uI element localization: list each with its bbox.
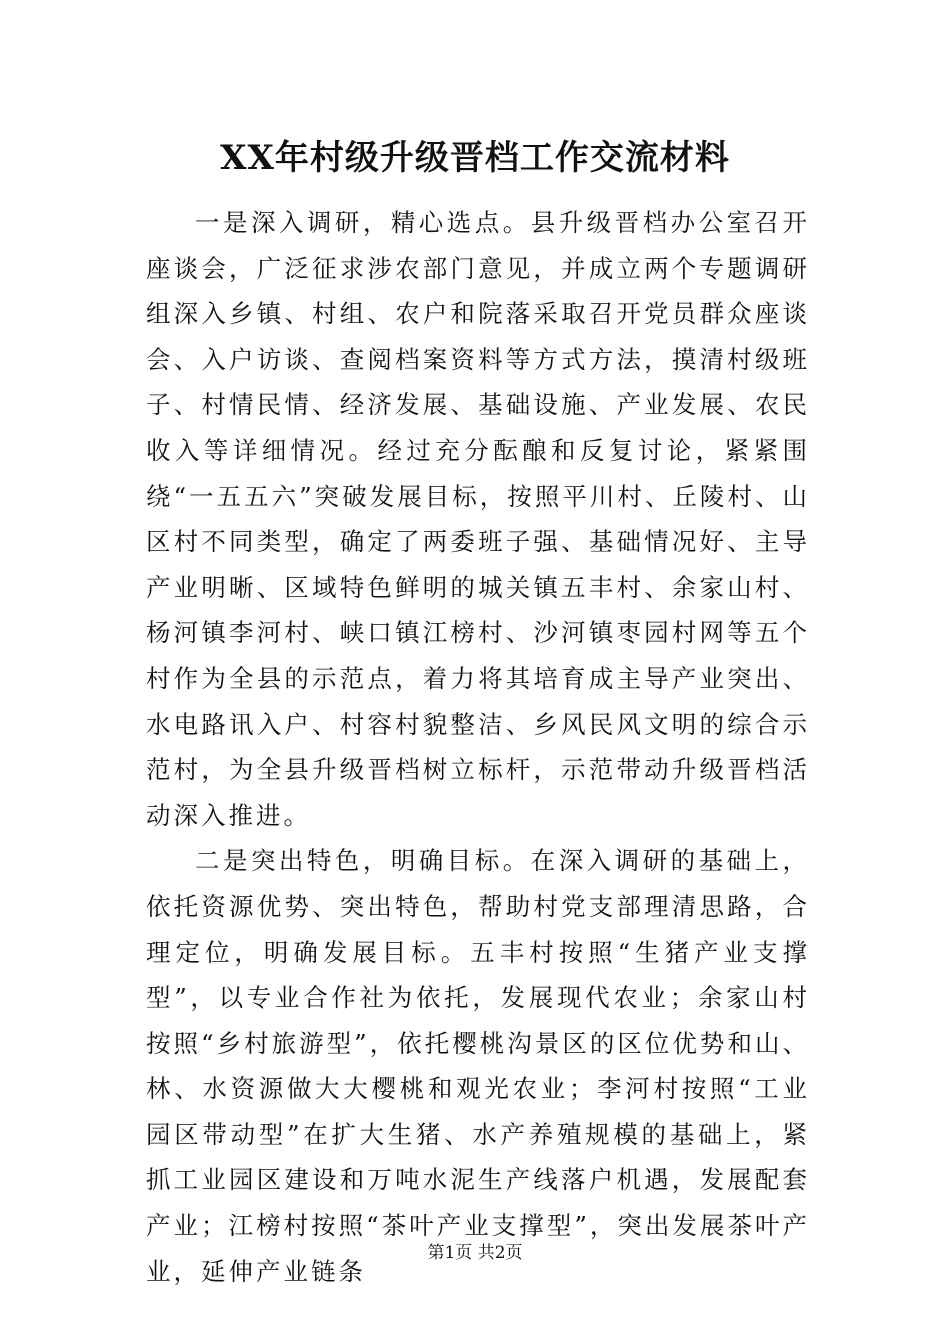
paragraph-1: 一是深入调研，精心选点。县升级晋档办公室召开座谈会，广泛征求涉农部门意见，并成立两个专题调研组深入乡镇、村组、农户和院落采取召开党员群众座谈会、入户访谈、查阅档案资料等方式方法，摸清村级班子、村情民情、经济发展、基础设施、产业发展、农民收入等详细情况。经过充分酝酿和反复讨论，紧紧围绕“一五五六”突破发展目标，按照平川村、丘陵村、山区村不同类型，确定了两委班子强、基础情况好、主导产业明晰、区域特色鲜明的城关镇五丰村、余家山村、杨河镇李河村、峡口镇江榜村、沙河镇枣园村网等五个村作为全县的示范点，着力将其培育成主导产业突出、水电路讯入户、村容村貌整洁、乡风民风文明的综合示范村，为全县升级晋档树立标杆，示范带动升级晋档活动深入推进。 bbox=[146, 208, 810, 830]
document-body bbox=[146, 200, 810, 1294]
page-number-footer: 第1页 共2页 bbox=[427, 1243, 523, 1263]
paragraph-2: 二是突出特色，明确目标。在深入调研的基础上，依托资源优势、突出特色，帮助村党支部理清思路，合理定位，明确发展目标。五丰村按照“生猪产业支撑型”，以专业合作社为依托，发展现代农业；余家山村按照“乡村旅游型”，依托樱桃沟景区的区位优势和山、林、水资源做大大樱桃和观光农业；李河村按照“工业园区带动型”在扩大生猪、水产养殖规模的基础上，紧抓工业园区建设和万吨水泥生产线落户机遇，发展配套产业；江榜村按照“茶叶产业支撑型”，突出发展茶叶产业，延伸产业链条 bbox=[146, 846, 810, 1286]
document-title: XX年村级升级晋档工作交流材料 bbox=[220, 138, 730, 178]
